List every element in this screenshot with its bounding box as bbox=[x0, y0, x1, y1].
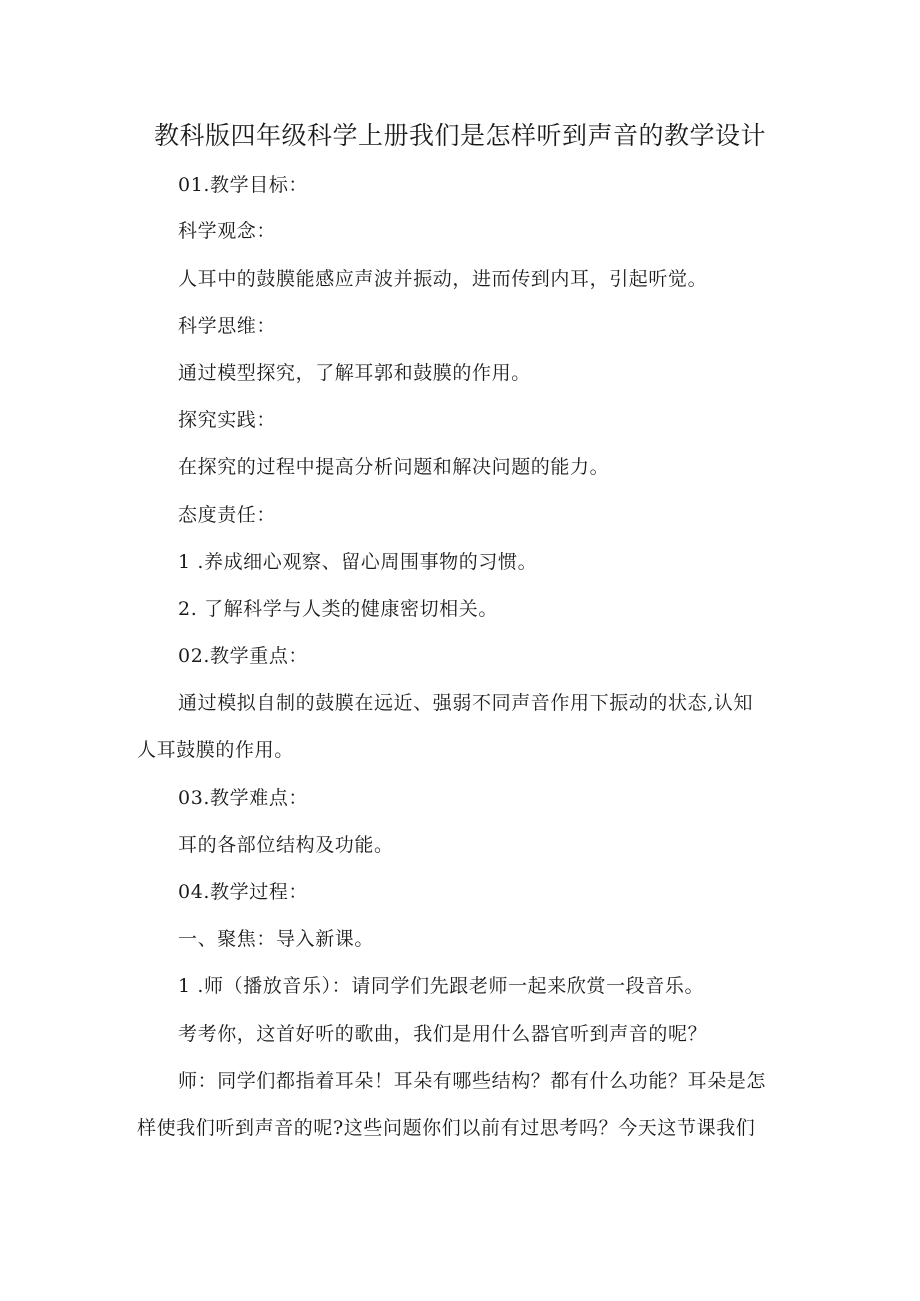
paragraph-line: 耳的各部位结构及功能。 bbox=[178, 834, 394, 856]
list-item: 2. 了解科学与人类的健康密切相关。 bbox=[178, 598, 498, 620]
list-item: 1 .养成细心观察、留心周围事物的习惯。 bbox=[178, 551, 538, 573]
paragraph-line: 通过模型探究，了解耳郭和鼓膜的作用。 bbox=[178, 362, 531, 384]
paragraph-line: 通过模拟自制的鼓膜在远近、强弱不同声音作用下振动的状态,认知 bbox=[178, 692, 754, 714]
document-title: 教科版四年级科学上册我们是怎样听到声音的教学设计 bbox=[153, 121, 766, 150]
paragraph-line: 考考你，这首好听的歌曲，我们是用什么器官听到声音的呢？ bbox=[178, 1023, 708, 1045]
paragraph-line: 一、聚焦：导入新课。 bbox=[178, 928, 375, 950]
heading-difficulties: 03.教学难点： bbox=[178, 787, 309, 809]
heading-process: 04.教学过程： bbox=[178, 881, 309, 903]
paragraph-line: 人耳鼓膜的作用。 bbox=[137, 739, 294, 761]
subheading-science-concept: 科学观念： bbox=[178, 220, 277, 242]
subheading-attitude: 态度责任： bbox=[178, 504, 277, 526]
list-item: 1 .师（播放音乐）：请同学们先跟老师一起来欣赏一段音乐。 bbox=[178, 975, 705, 997]
paragraph-line: 在探究的过程中提高分析问题和解决问题的能力。 bbox=[178, 456, 610, 478]
heading-key-points: 02.教学重点： bbox=[178, 645, 309, 667]
paragraph-line: 样使我们听到声音的呢?这些问题你们以前有过思考吗？今天这节课我们 bbox=[137, 1117, 756, 1139]
paragraph-line: 人耳中的鼓膜能感应声波并振动，进而传到内耳，引起听觉。 bbox=[178, 268, 708, 290]
paragraph-line: 师：同学们都指着耳朵！耳朵有哪些结构？都有什么功能？耳朵是怎 bbox=[178, 1070, 767, 1092]
subheading-inquiry-practice: 探究实践： bbox=[178, 409, 277, 431]
subheading-science-thinking: 科学思维： bbox=[178, 315, 277, 337]
heading-objectives: 01.教学目标： bbox=[178, 174, 309, 196]
